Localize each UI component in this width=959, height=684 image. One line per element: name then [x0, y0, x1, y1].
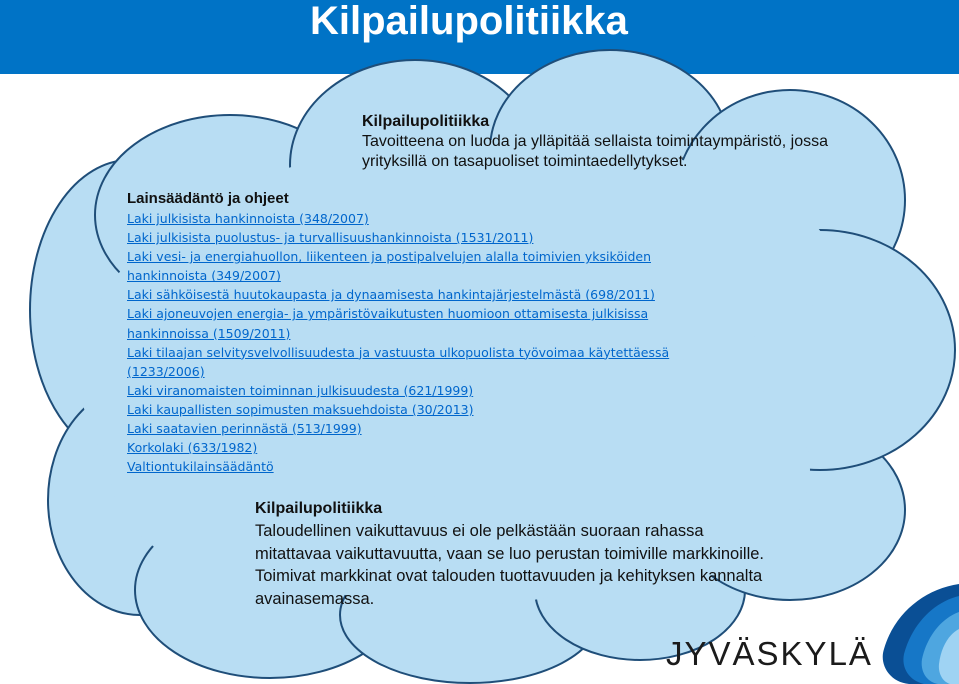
law-link-state-aid[interactable]: Valtiontukilainsäädäntö — [127, 459, 274, 475]
law-link-payment-terms[interactable]: Laki kaupallisten sopimusten maksuehdoista (30/2013) — [127, 401, 474, 417]
legislation-link-list — [127, 209, 669, 476]
law-link-contractor-liability-cont[interactable]: (1233/2006) — [127, 363, 205, 379]
economy-line: Toimivat markkinat ovat talouden tuottavuuden ja kehityksen kannalta — [255, 567, 763, 585]
jyvaskyla-wave-logo-icon — [864, 584, 959, 684]
jyvaskyla-logo-text: JYVÄSKYLÄ — [666, 635, 873, 672]
law-link-vehicle-impacts[interactable]: Laki ajoneuvojen energia- ja ympäristövaikutusten huomioon ottamisesta julkisissa — [127, 306, 649, 322]
economy-line: mitattavaa vaikuttavuutta, vaan se luo perustan toimiville markkinoille. — [255, 544, 764, 563]
law-link-electronic-auction[interactable]: Laki sähköisestä huutokaupasta ja dynaamisesta hankintajärjestelmästä (698/2011) — [127, 287, 655, 303]
law-link-contractor-liability[interactable]: Laki tilaajan selvitysvelvollisuudesta ja vastuusta ulkopuolista työvoimaa käytettäessä — [127, 344, 670, 360]
slide-title: Kilpailupolitiikka — [310, 0, 628, 43]
law-link-openness-government[interactable]: Laki viranomaisten toiminnan julkisuudesta (621/1999) — [127, 382, 474, 398]
law-link-vehicle-impacts-cont[interactable]: hankinnoissa (1509/2011) — [127, 325, 291, 341]
economy-heading: Kilpailupolitiikka — [255, 500, 383, 517]
legislation-box — [127, 189, 669, 476]
goal-line: Tavoitteena on luoda ja ylläpitää sellaista toimintaympäristö, jossa — [362, 133, 829, 150]
law-link-utilities-procurement[interactable]: Laki vesi- ja energiahuollon, liikenteen ja postipalvelujen alalla toimivien yksiköiden — [127, 249, 651, 265]
law-link-defence-procurement[interactable]: Laki julkisista puolustus- ja turvallisuushankinnoista (1531/2011) — [127, 230, 534, 246]
economy-box — [255, 498, 764, 610]
law-link-utilities-procurement-cont[interactable]: hankinnoista (349/2007) — [127, 268, 281, 284]
goal-box — [362, 112, 828, 172]
goal-heading: Kilpailupolitiikka — [362, 113, 490, 130]
economy-line: Taloudellinen vaikuttavuus ei ole pelkästään suoraan rahassa — [255, 522, 704, 540]
economy-line: avainasemassa. — [255, 589, 375, 608]
law-link-public-procurement[interactable]: Laki julkisista hankinnoista (348/2007) — [127, 211, 369, 226]
law-link-debt-collection[interactable]: Laki saatavien perinnästä (513/1999) — [127, 421, 362, 437]
law-link-interest-act[interactable]: Korkolaki (633/1982) — [127, 440, 258, 456]
legislation-heading: Lainsäädäntö ja ohjeet — [127, 190, 289, 207]
goal-line: yrityksillä on tasapuoliset toimintaedellytykset. — [362, 153, 688, 170]
